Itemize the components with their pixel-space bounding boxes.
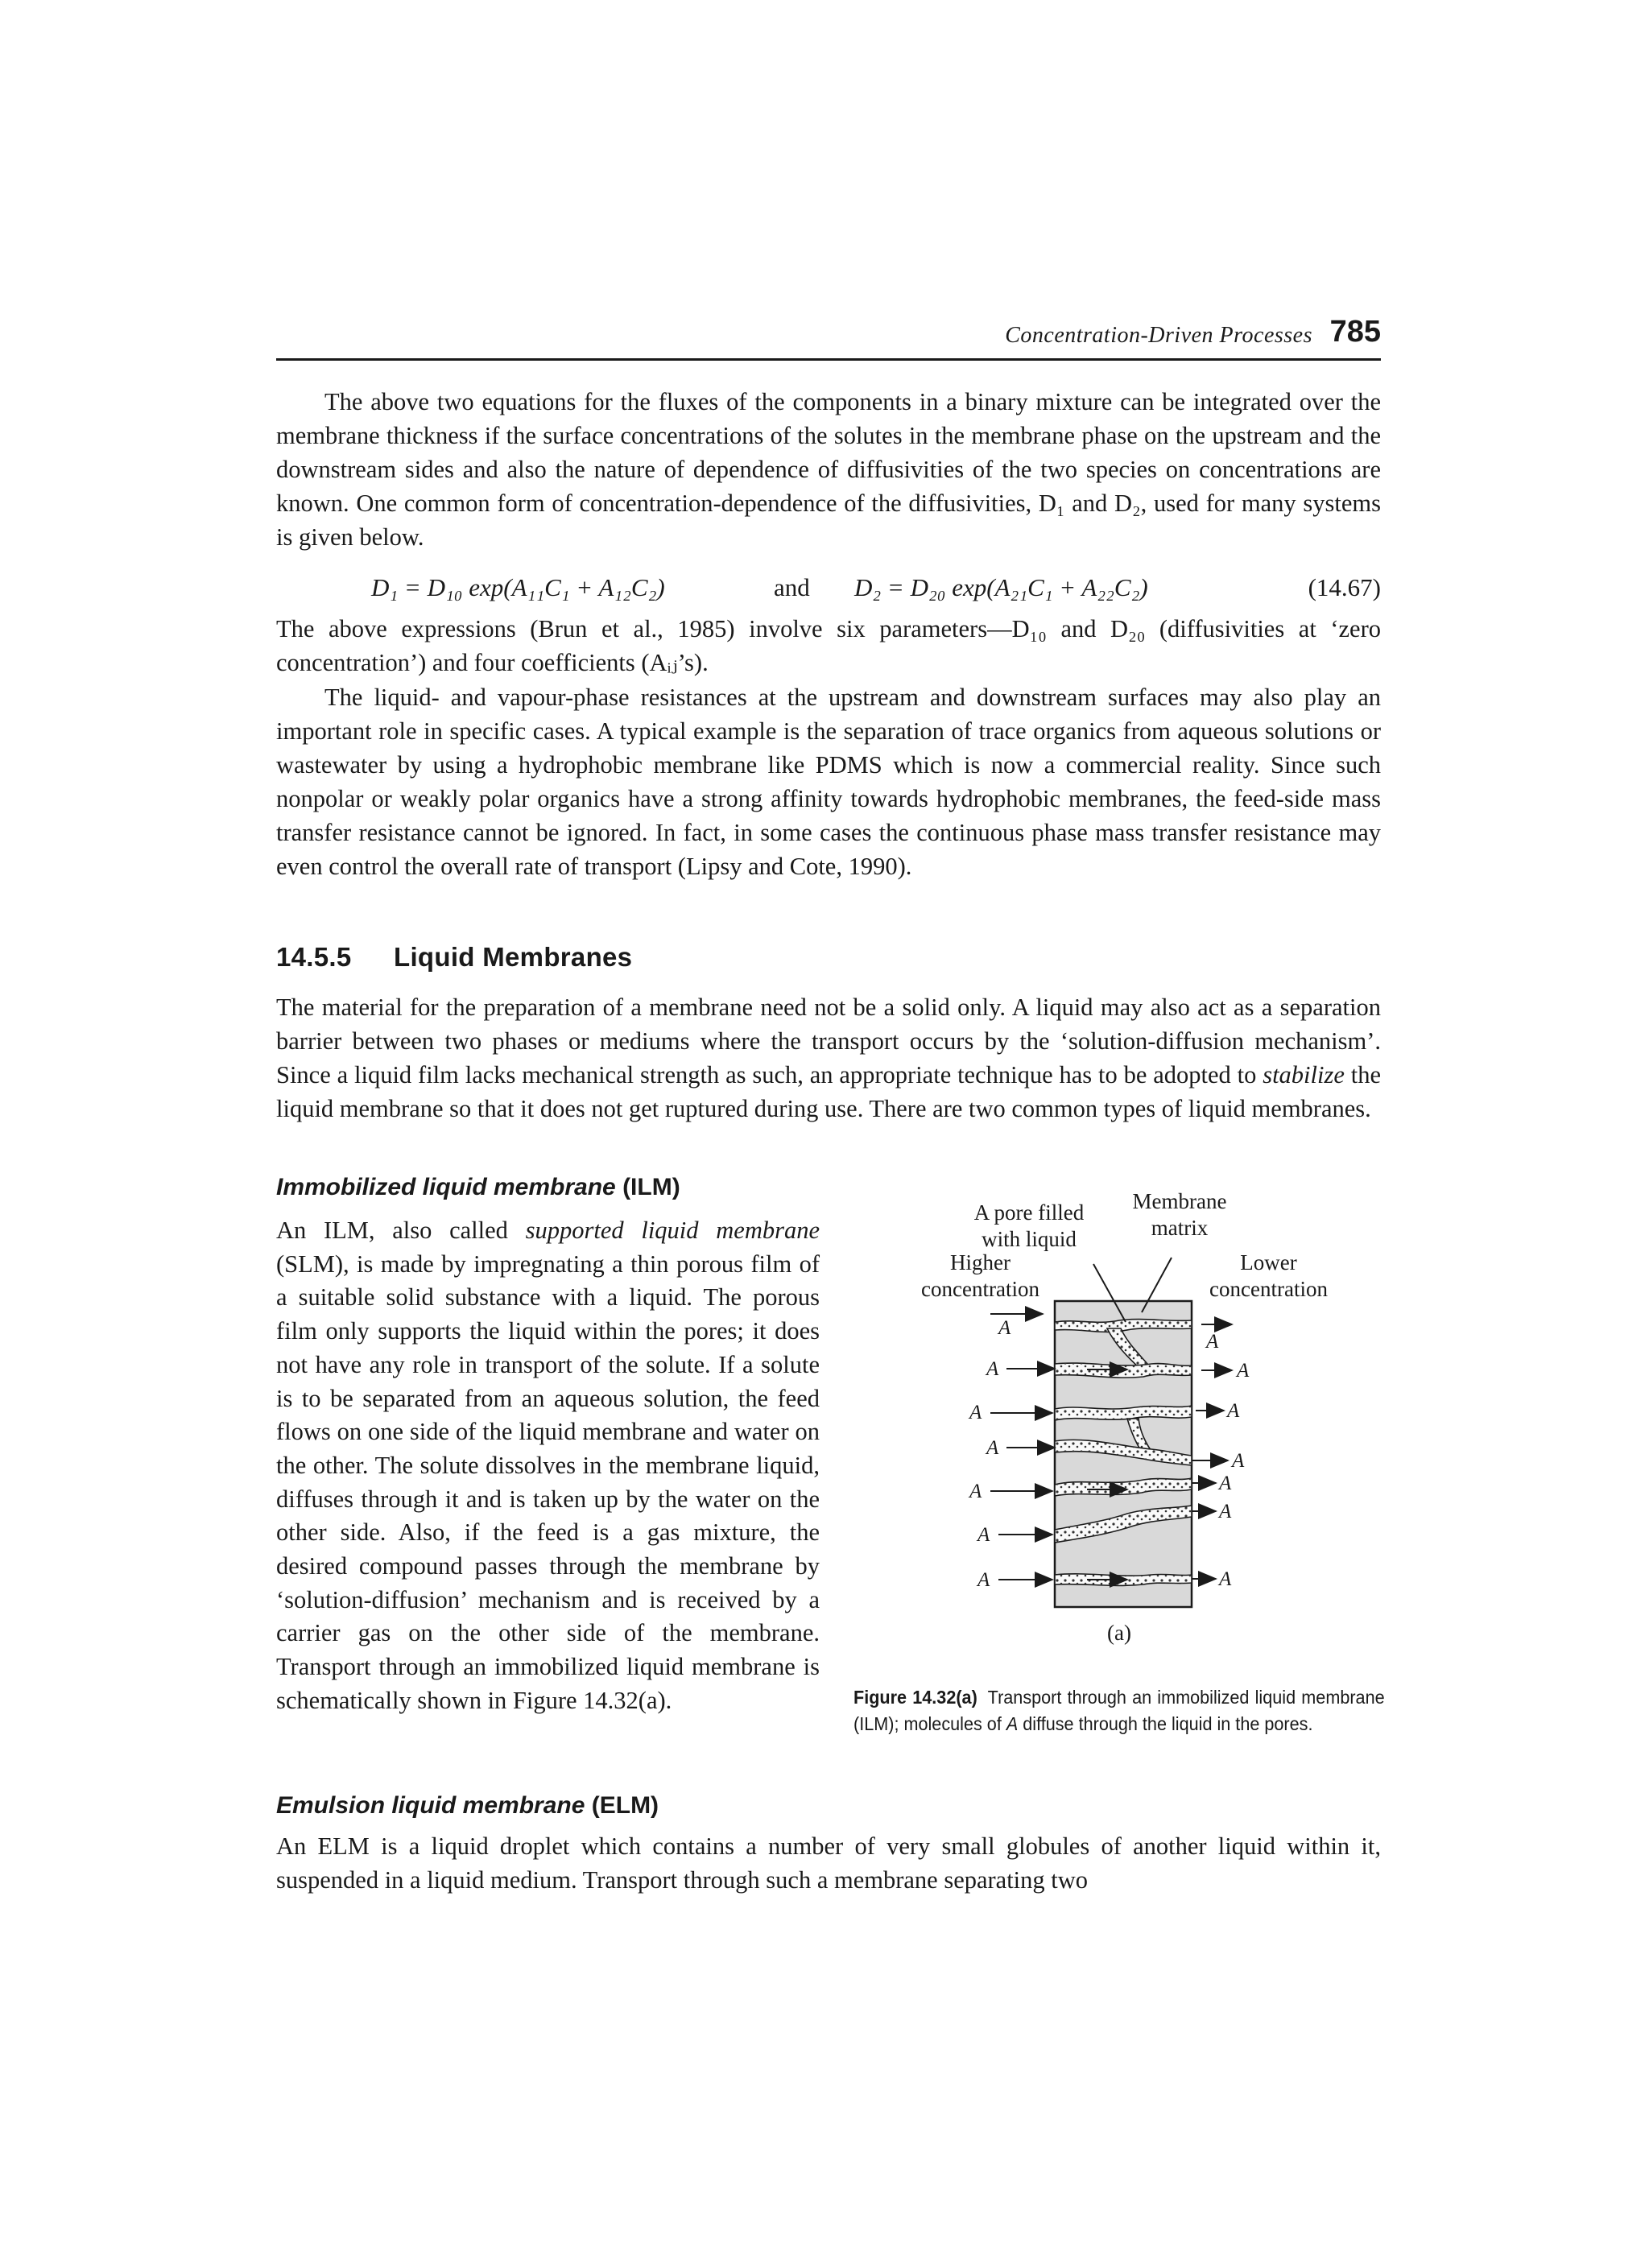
ilm-heading-abbr: (ILM) — [615, 1174, 680, 1200]
figure-ilm-transport — [886, 1184, 1361, 1683]
resistance-paragraph-text: The liquid- and vapour-phase resistances at the upstream and downstream surfaces may also play an important role in specific cases. A typical example is the separation of trace organics from aqueous solutions or wastewater by using a hydrophobic membrane like PDMS which is now a commercial reality. Since such nonpolar or weakly polar organics have a strong affinity towards hydrophobic membranes, the feed-side mass transfer resistance cannot be ignored. In fact, in some cases the continuous phase mass transfer resistance may even control the overall rate of transport (Lipsy and Cote, 1990). — [276, 684, 1381, 880]
figure-caption — [853, 1684, 1385, 1737]
equation-14-67 — [276, 570, 1381, 605]
section-number: 14.5.5 — [276, 942, 352, 972]
intro-paragraph — [276, 385, 1381, 554]
elm-heading-abbr: (ELM) — [585, 1792, 659, 1819]
elm-heading-title: Emulsion liquid membrane — [276, 1792, 585, 1819]
ilm-text-emphasis: supported liquid membrane — [525, 1217, 820, 1244]
running-title: Concentration-Driven Processes — [1005, 323, 1312, 348]
solute-a-in-7: A — [977, 1569, 990, 1591]
label-lower — [1198, 1250, 1339, 1303]
label-higher — [910, 1250, 1051, 1303]
intro-paragraph-text: The above two equations for the fluxes of the components in a binary mixture can be integrated over the membrane thickness if the surface concentrations of the solutes in the membrane phase on the upstream and the downstream sides and also the nature of dependence of diffusivities of the two species on concentrations are known. One common form of concentration-dependence of the diffusivities, D₁ and D₂, used for many systems is given below. — [276, 388, 1381, 551]
label-lower-line2: concentration — [1209, 1277, 1328, 1301]
solute-a-out-1: A — [1206, 1331, 1219, 1353]
caption-text-before: Transport through an immobilized liquid membrane (ILM); molecules of — [853, 1687, 1385, 1734]
equation-d1: D₁ = D₁₀ exp(A₁₁C₁ + A₁₂C₂) — [371, 573, 665, 601]
caption-label: Figure 14.32(a) — [853, 1687, 977, 1708]
solute-a-out-2: A — [1237, 1360, 1250, 1382]
solute-a-out-7: A — [1219, 1568, 1232, 1590]
elm-paragraph-text: An ELM is a liquid droplet which contains a number of very small globules of another liquid within it, suspended in a liquid medium. Transport through such a membrane separating two — [276, 1832, 1381, 1894]
liquid-membranes-text-after: the liquid membrane so that it does not get ruptured during use. There are two common types of liquid membranes. — [276, 1061, 1382, 1122]
solute-a-out-4: A — [1232, 1450, 1245, 1472]
label-pore-line2: with liquid — [982, 1227, 1077, 1251]
ilm-paragraph — [276, 1214, 820, 1718]
solute-a-out-6: A — [1219, 1501, 1232, 1522]
liquid-membranes-text-before: The material for the preparation of a membrane need not be a solid only. A liquid may also act as a separation barrier between two phases or mediums where the transport occurs by the ‘solution-diffusion mechanism’. Since a liquid film lacks mechanical strength as such, an appropriate technique has to be adopted to — [276, 994, 1381, 1089]
running-header — [276, 315, 1381, 358]
resistance-paragraph — [276, 680, 1381, 883]
ilm-text-before: An ILM, also called — [276, 1217, 526, 1244]
solute-a-in-3: A — [969, 1402, 982, 1423]
caption-text-after: diffuse through the liquid in the pores. — [1018, 1713, 1313, 1734]
solute-a-in-4: A — [986, 1437, 999, 1459]
solute-a-in-1: A — [998, 1317, 1011, 1339]
section-heading — [276, 942, 632, 973]
ilm-heading — [276, 1174, 680, 1201]
solute-a-in-5: A — [969, 1481, 982, 1502]
label-pore-line1: A pore filled — [973, 1200, 1085, 1225]
caption-symbol: A — [1006, 1713, 1019, 1734]
label-higher-line2: concentration — [921, 1277, 1039, 1301]
liquid-membranes-text — [276, 990, 1381, 1126]
ilm-heading-title: Immobilized liquid membrane — [276, 1174, 616, 1200]
label-higher-line1: Higher — [950, 1250, 1010, 1274]
expression-paragraph-text: The above expressions (Brun et al., 1985) involve six parameters—D₁₀ and D₂₀ (diffusivities at ‘zero concentration’) and four coefficients (Aᵢⱼ’s). — [276, 615, 1381, 676]
header-rule — [276, 358, 1381, 361]
liquid-membranes-emphasis: stabilize — [1263, 1061, 1345, 1089]
section-title: Liquid Membranes — [394, 942, 633, 972]
page-number: 785 — [1329, 315, 1381, 349]
expression-paragraph — [276, 612, 1381, 680]
label-lower-line1: Lower — [1240, 1250, 1297, 1274]
ilm-text-after: (SLM), is made by impregnating a thin porous film of a suitable solid substance with a liquid. The porous film only supports the liquid within the pores; it does not have any role in transport of the solute. If a solute is to be separated from an aqueous solution, the feed flows on one side of the liquid membrane and water on the other. The solute dissolves in the membrane liquid, diffuses through it and is taken up by the water on the other side. Also, if the feed is a gas mixture, the desired compound passes through the membrane by ‘solution-diffusion’ mechanism and is received by a carrier gas on the other side of the membrane. Transport through an immobilized liquid membrane is schematically shown in Figure 14.32(a). — [276, 1250, 820, 1714]
elm-heading — [276, 1792, 659, 1820]
equation-d2: D₂ = D₂₀ exp(A₂₁C₁ + A₂₂C₂) — [854, 573, 1148, 601]
label-pore — [957, 1200, 1101, 1253]
equation-connector: and — [774, 573, 810, 601]
equation-number: (14.67) — [1308, 573, 1381, 601]
label-matrix-line1: Membrane — [1132, 1189, 1227, 1213]
ilm-paragraph-text — [276, 1214, 820, 1718]
label-matrix-line2: matrix — [1151, 1216, 1209, 1240]
solute-a-in-2: A — [986, 1358, 999, 1380]
solute-a-out-5: A — [1219, 1473, 1232, 1494]
label-matrix — [1119, 1188, 1240, 1241]
elm-paragraph — [276, 1829, 1381, 1897]
panel-label: (a) — [1107, 1621, 1131, 1645]
solute-a-in-6: A — [977, 1524, 990, 1546]
solute-a-out-3: A — [1227, 1400, 1240, 1422]
liquid-membranes-paragraph — [276, 990, 1381, 1126]
